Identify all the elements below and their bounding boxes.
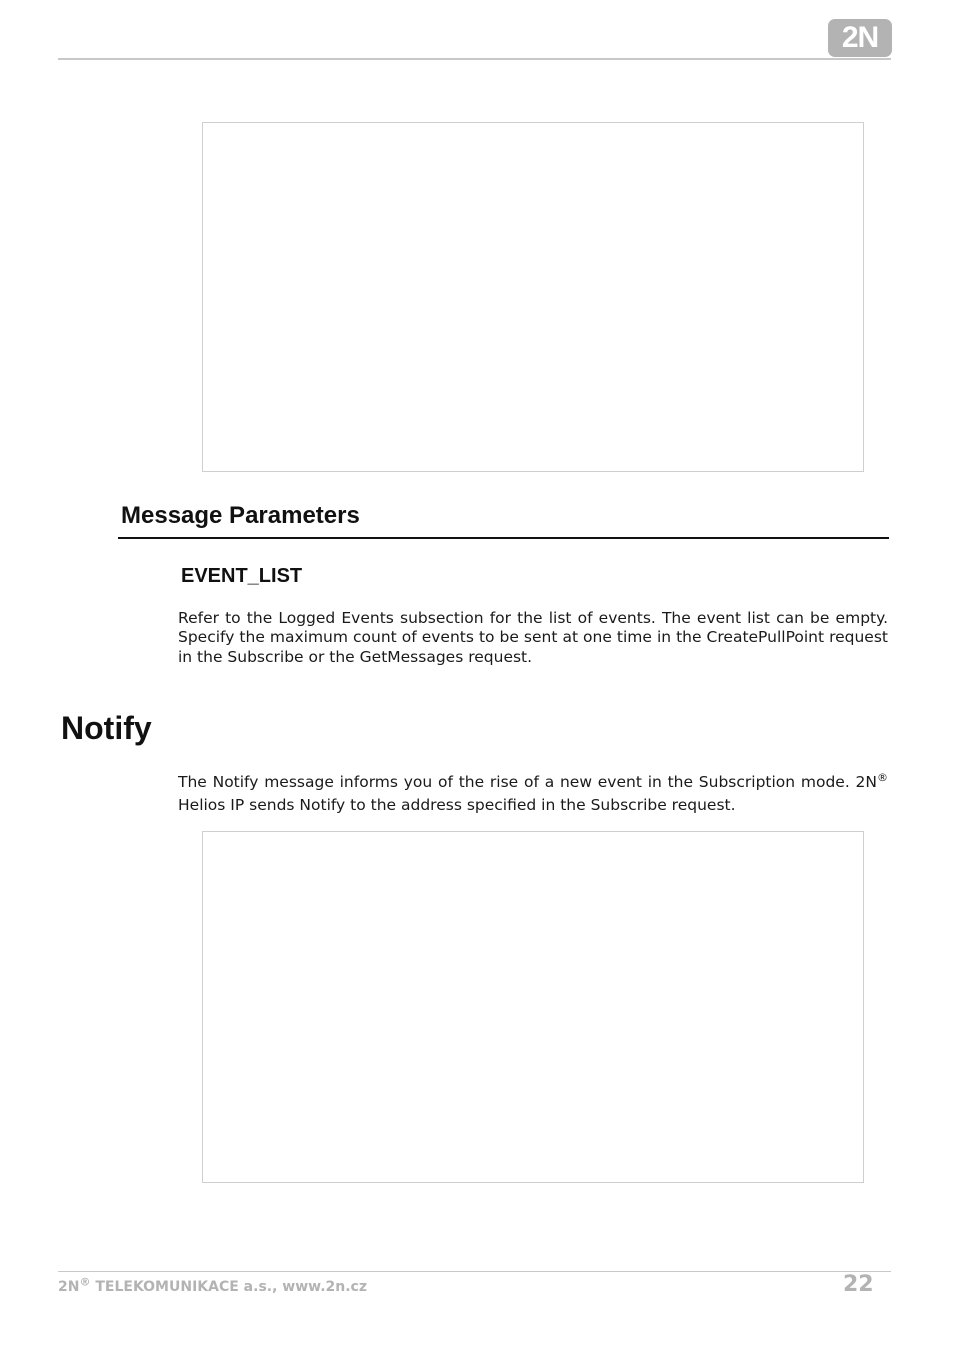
logo-text: 2N — [841, 21, 879, 54]
footer-registered-mark: ® — [79, 1275, 91, 1289]
registered-mark: ® — [877, 770, 888, 784]
section-heading-notify: Notify — [61, 710, 152, 746]
footer-company — [58, 1275, 367, 1295]
section-heading-underline — [118, 537, 889, 539]
footer-divider — [58, 1271, 891, 1272]
header-divider — [58, 58, 891, 60]
event-list-paragraph: Refer to the Logged Events subsection for the list of events. The event list can be empty. Specify the maximum count of events to be sent at one time in the CreatePullPoint request in the Subscribe or the GetMessages request. — [178, 609, 888, 666]
notify-text-part2: Helios IP sends Notify to the address specified in the Subscribe request. — [178, 796, 736, 814]
footer-brand: 2N — [58, 1279, 80, 1295]
company-logo — [828, 19, 892, 57]
notify-paragraph — [178, 771, 888, 817]
image-placeholder-bottom — [202, 831, 864, 1183]
notify-text-part1: The Notify message informs you of the rise of a new event in the Subscription mode. 2N — [178, 773, 877, 791]
page-number: 22 — [843, 1272, 874, 1297]
section-heading-message-parameters: Message Parameters — [121, 502, 360, 529]
image-placeholder-top — [202, 122, 864, 472]
subsection-heading-event-list: EVENT_LIST — [181, 565, 303, 587]
footer-company-text: TELEKOMUNIKACE a.s., www.2n.cz — [90, 1279, 367, 1295]
